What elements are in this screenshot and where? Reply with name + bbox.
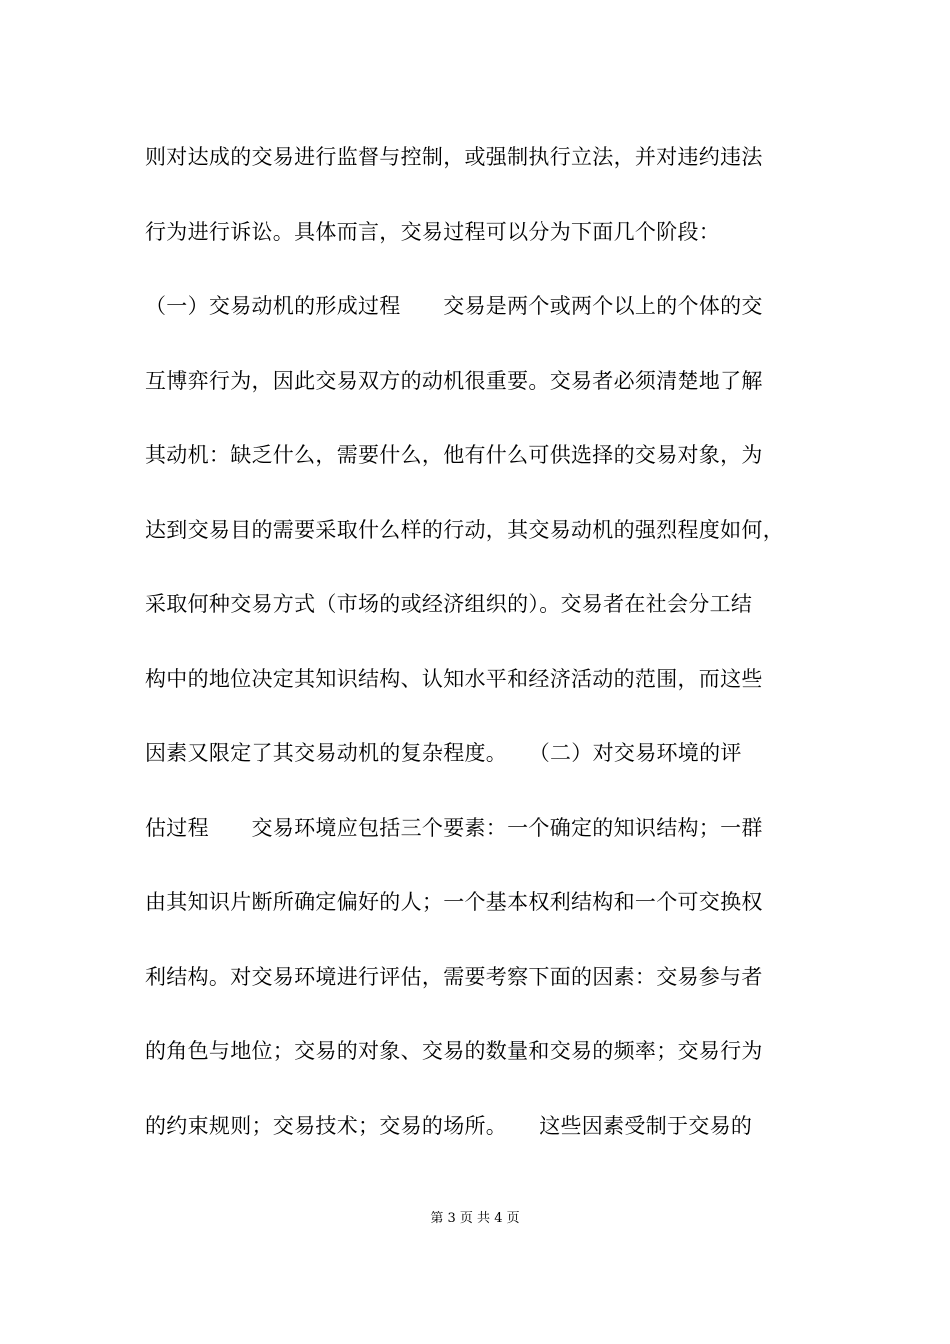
- text-line: 的角色与地位；交易的对象、交易的数量和交易的频率；交易行为: [145, 1039, 763, 1063]
- text-line: 利结构。对交易环境进行评估，需要考察下面的因素：交易参与者: [145, 964, 763, 989]
- text-line: 的约束规则；交易技术；交易的场所。 这些因素受制于交易的: [145, 1113, 753, 1138]
- text-line: 行为进行诉讼。具体而言，交易过程可以分为下面几个阶段：: [145, 219, 721, 244]
- text-line: （一）交易动机的形成过程 交易是两个或两个以上的个体的交: [145, 294, 763, 318]
- body-text: [145, 132, 825, 1175]
- text-line: 互博弈行为，因此交易双方的动机很重要。交易者必须清楚地了解: [145, 368, 763, 393]
- text-line: 估过程 交易环境应包括三个要素：一个确定的知识结构；一群: [145, 815, 763, 840]
- text-line: 因素又限定了其交易动机的复杂程度。 （二）对交易环境的评: [145, 741, 742, 765]
- text-line: 构中的地位决定其知识结构、认知水平和经济活动的范围，而这些: [145, 666, 763, 691]
- text-line: 其动机：缺乏什么，需要什么，他有什么可供选择的交易对象，为: [145, 443, 763, 467]
- text-line: 由其知识片断所确定偏好的人；一个基本权利结构和一个可交换权: [145, 890, 763, 914]
- text-line: 则对达成的交易进行监督与控制，或强制执行立法，并对违约违法: [145, 145, 763, 169]
- page-number-footer: 第 3 页 共 4 页: [430, 1211, 520, 1226]
- text-line: 达到交易目的需要采取什么样的行动，其交易动机的强烈程度如何，: [145, 517, 784, 542]
- text-line: 采取何种交易方式（市场的或经济组织的）。交易者在社会分工结: [145, 592, 753, 616]
